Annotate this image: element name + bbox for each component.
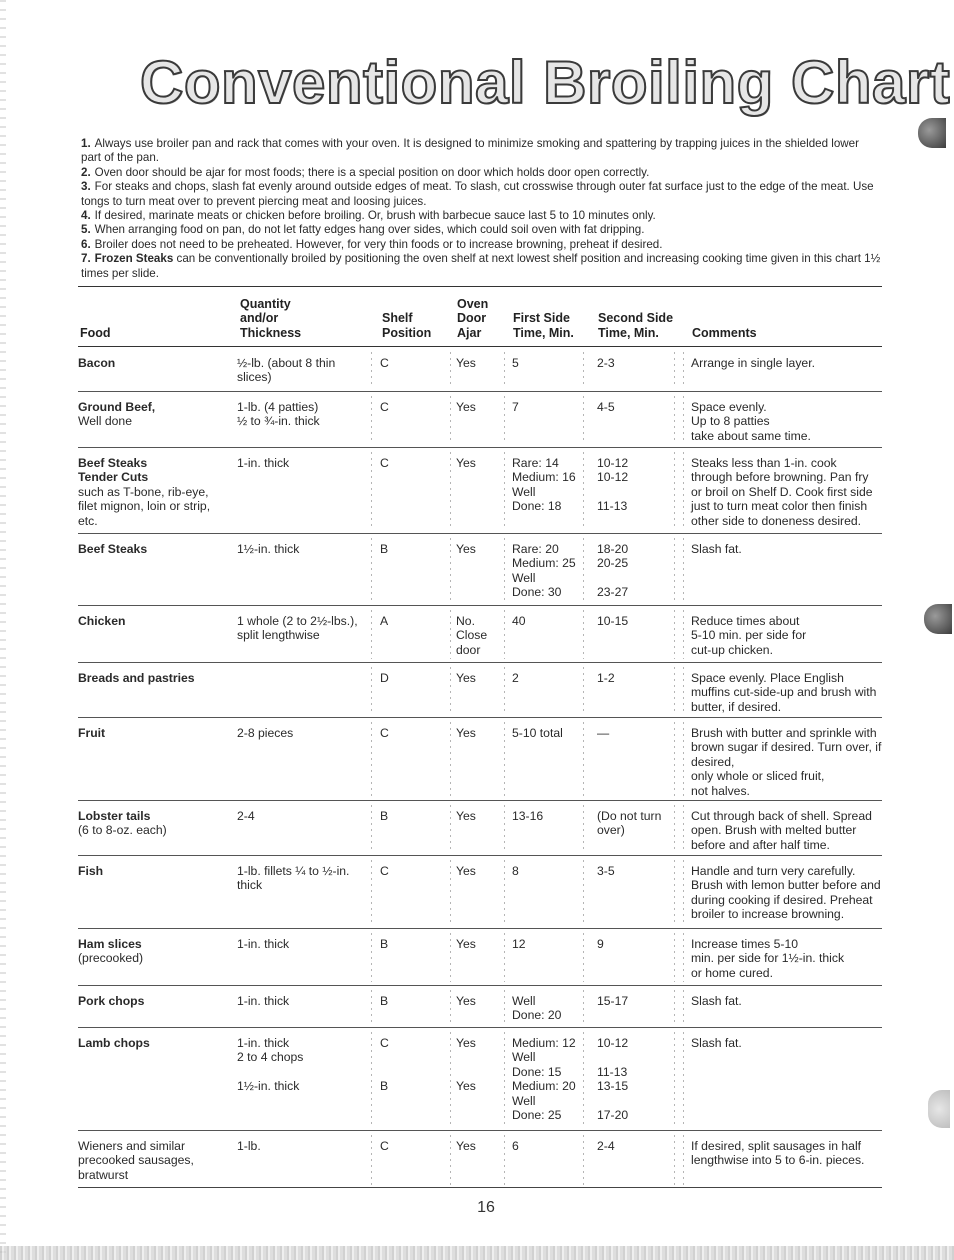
comments-cell: Slash fat.: [691, 1036, 742, 1050]
door-ajar-cell: Yes: [456, 726, 476, 740]
door-ajar-cell: Yes: [456, 937, 476, 951]
table-row: [78, 663, 882, 718]
first-side-time-cell: 5-10 total: [512, 726, 563, 740]
header-oven-door: Oven Door Ajar: [457, 296, 489, 340]
column-divider: [674, 396, 675, 444]
shelf-position-cell: C B: [380, 1036, 389, 1094]
shelf-position-cell: D: [380, 671, 389, 685]
column-divider: [583, 610, 584, 659]
quantity-cell: 1 whole (2 to 2½-lbs.), split lengthwise: [237, 614, 358, 643]
column-divider: [504, 452, 505, 530]
second-side-time-cell: (Do not turn over): [597, 809, 662, 838]
door-ajar-cell: Yes: [456, 671, 476, 685]
table-row: [78, 606, 882, 663]
shelf-position-cell: C: [380, 864, 389, 878]
comments-cell: Increase times 5-10 min. per side for 1½-in. thick or home cured.: [691, 937, 845, 980]
column-divider: [683, 722, 684, 797]
column-divider: [504, 396, 505, 444]
note-item: [81, 209, 881, 223]
column-divider: [504, 860, 505, 925]
column-divider: [583, 452, 584, 530]
food-name: Breads and pastries: [78, 671, 195, 685]
food-description: Well done: [78, 414, 132, 429]
column-divider: [371, 1032, 372, 1127]
section-tab-marker: [924, 604, 952, 634]
comments-cell: Handle and turn very carefully. Brush with lemon butter before and during cooking if desired. Preheat broiler to increase browning.: [691, 864, 881, 922]
comments-cell: Brush with butter and sprinkle with brown sugar if desired. Turn over, if desired, only whole or sliced fruit, not halves.: [691, 726, 882, 798]
quantity-cell: ½-lb. (about 8 thin slices): [237, 356, 336, 385]
column-divider: [683, 538, 684, 602]
food-cell: [78, 856, 228, 878]
page-number: 16: [477, 1199, 495, 1216]
food-cell: [78, 448, 228, 528]
food-cell: [78, 392, 228, 429]
note-text: Oven door should be ajar for most foods; there is a special position on door which holds door open correctly.: [94, 165, 650, 179]
column-divider: [583, 860, 584, 925]
column-divider: [504, 667, 505, 714]
column-divider: [450, 452, 451, 530]
column-divider: [371, 722, 372, 797]
column-divider: [683, 352, 684, 388]
column-divider: [583, 990, 584, 1024]
food-name: Beef Steaks Tender Cuts: [78, 456, 149, 485]
quantity-cell: 2-8 pieces: [237, 726, 294, 740]
food-description: Wieners and similar precooked sausages, bratwurst: [78, 1139, 194, 1182]
second-side-time-cell: 15-17: [597, 994, 629, 1008]
column-divider: [683, 610, 684, 659]
shelf-position-cell: B: [380, 994, 389, 1008]
column-divider: [450, 860, 451, 925]
column-divider: [683, 396, 684, 444]
column-divider: [674, 860, 675, 925]
column-divider: [683, 860, 684, 925]
first-side-time-cell: 8: [512, 864, 519, 878]
note-emphasis: Frozen Steaks: [94, 252, 177, 266]
quantity-cell: 1-lb. fillets ¼ to ½-in. thick: [237, 864, 350, 893]
column-divider: [683, 452, 684, 530]
quantity-cell: 1-in. thick: [237, 937, 290, 951]
column-divider: [674, 1135, 675, 1185]
column-divider: [583, 1032, 584, 1127]
comments-cell: If desired, split sausages in half lengthwise into 5 to 6-in. pieces.: [691, 1139, 865, 1168]
shelf-position-cell: C: [380, 456, 389, 470]
second-side-time-cell: 2-4: [597, 1139, 615, 1153]
column-divider: [674, 452, 675, 530]
note-number: 5.: [81, 223, 91, 237]
quantity-cell: [237, 663, 375, 671]
column-divider: [504, 990, 505, 1024]
column-divider: [683, 990, 684, 1024]
food-cell: [78, 801, 228, 838]
column-divider: [504, 610, 505, 659]
note-text: For steaks and chops, slash fat evenly around outside edges of meat. To slash, cut crosswise through outer fat surface just to the edge of the meat. Use tongs to turn meat over to prevent piercing meat and loosing juices.: [81, 180, 874, 208]
column-divider: [371, 990, 372, 1024]
column-divider: [504, 1135, 505, 1185]
food-name: Fruit: [78, 726, 106, 740]
note-item: [81, 180, 881, 209]
note-text: Always use broiler pan and rack that comes with your oven. It is designed to minimize smoking and spattering by trapping juices in the shielded lower part of the pan.: [81, 137, 859, 165]
food-name: Chicken: [78, 614, 126, 628]
column-divider: [450, 396, 451, 444]
quantity-cell: 1-in. thick: [237, 456, 290, 470]
food-name: Pork chops: [78, 994, 145, 1008]
second-side-time-cell: 10-12 11-13 13-15 17-20: [597, 1036, 629, 1123]
quantity-cell: 1-lb.: [237, 1139, 261, 1153]
first-side-time-cell: 13-16: [512, 809, 544, 823]
first-side-time-cell: 40: [512, 614, 526, 628]
door-ajar-cell: No. Close door: [456, 614, 488, 657]
shelf-position-cell: B: [380, 937, 389, 951]
column-divider: [450, 667, 451, 714]
column-divider: [683, 1135, 684, 1185]
note-text: can be conventionally broiled by positioning the oven shelf at next lowest shelf position and increasing cooking time given in this chart 1½ times per slide.: [81, 252, 881, 280]
column-divider: [450, 610, 451, 659]
column-divider: [583, 1135, 584, 1185]
column-divider: [674, 990, 675, 1024]
column-divider: [674, 1032, 675, 1127]
table-row: [78, 1131, 882, 1189]
first-side-time-cell: 6: [512, 1139, 519, 1153]
column-divider: [674, 352, 675, 388]
first-side-time-cell: Rare: 14 Medium: 16 Well Done: 18: [512, 456, 576, 514]
table-row: [78, 801, 882, 856]
column-divider: [371, 933, 372, 982]
shelf-position-cell: C: [380, 400, 389, 414]
page-title: Conventional Broiling Chart: [140, 49, 951, 116]
food-name: Ham slices: [78, 937, 142, 951]
food-cell: [78, 1131, 228, 1182]
second-side-time-cell: 3-5: [597, 864, 615, 878]
comments-cell: Slash fat.: [691, 542, 742, 556]
first-side-time-cell: Medium: 12 Well Done: 15 Medium: 20 Well Done: 25: [512, 1036, 576, 1123]
first-side-time-cell: 7: [512, 400, 519, 414]
column-divider: [450, 805, 451, 852]
note-text: When arranging food on pan, do not let fatty edges hang over sides, which could soil oven with fat dripping.: [94, 223, 645, 237]
column-divider: [504, 805, 505, 852]
column-divider: [450, 538, 451, 602]
column-divider: [450, 722, 451, 797]
door-ajar-cell: Yes: [456, 400, 476, 414]
note-item: [81, 238, 881, 252]
table-row: [78, 534, 882, 606]
food-cell: [78, 718, 228, 740]
section-tab-marker: [918, 118, 946, 148]
food-name: Beef Steaks: [78, 542, 148, 556]
note-number: 3.: [81, 180, 91, 194]
comments-cell: Steaks less than 1-in. cook through before browning. Pan fry or broil on Shelf D. Cook first side just to turn meat color then finish other side to doneness desired.: [691, 456, 873, 528]
note-text: If desired, marinate meats or chicken before broiling. Or, brush with barbecue sauce last 5 to 10 minutes only.: [94, 209, 656, 223]
column-divider: [504, 722, 505, 797]
door-ajar-cell: Yes: [456, 994, 476, 1008]
first-side-time-cell: 5: [512, 356, 519, 370]
comments-cell: Space evenly. Up to 8 patties take about same time.: [691, 400, 811, 443]
column-divider: [371, 1135, 372, 1185]
column-divider: [450, 1032, 451, 1127]
food-name: Bacon: [78, 356, 116, 370]
comments-cell: Cut through back of shell. Spread open. Brush with melted butter before and after half time.: [691, 809, 872, 852]
comments-cell: Space evenly. Place English muffins cut-side-up and brush with butter, if desired.: [691, 671, 877, 714]
quantity-cell: 1-in. thick 2 to 4 chops 1½-in. thick: [237, 1036, 304, 1094]
column-divider: [450, 933, 451, 982]
first-side-time-cell: 12: [512, 937, 526, 951]
quantity-cell: 1-in. thick: [237, 994, 290, 1008]
first-side-time-cell: 2: [512, 671, 519, 685]
table-top-rule: [78, 286, 882, 287]
food-cell: [78, 986, 228, 1008]
column-divider: [504, 933, 505, 982]
column-divider: [583, 538, 584, 602]
note-number: 7.: [81, 252, 91, 266]
shelf-position-cell: A: [380, 614, 389, 628]
door-ajar-cell: Yes: [456, 542, 476, 556]
header-second-side: Second Side Time, Min.: [598, 311, 674, 340]
second-side-time-cell: 10-15: [597, 614, 629, 628]
header-food: Food: [80, 325, 111, 340]
food-cell: [78, 348, 228, 370]
shelf-position-cell: B: [380, 809, 389, 823]
food-name: Lobster tails: [78, 809, 151, 823]
column-divider: [674, 610, 675, 659]
column-divider: [674, 667, 675, 714]
section-tab-marker: [928, 1090, 950, 1128]
food-cell: [78, 606, 228, 628]
header-first-side: First Side Time, Min.: [513, 311, 574, 340]
column-divider: [674, 805, 675, 852]
food-cell: [78, 534, 228, 556]
comments-cell: Arrange in single layer.: [691, 356, 815, 370]
column-divider: [583, 667, 584, 714]
table-row: [78, 448, 882, 534]
table-row: [78, 348, 882, 392]
column-divider: [371, 667, 372, 714]
food-cell: [78, 929, 228, 966]
column-divider: [371, 860, 372, 925]
column-divider: [371, 352, 372, 388]
door-ajar-cell: Yes: [456, 864, 476, 878]
column-divider: [504, 538, 505, 602]
column-divider: [583, 352, 584, 388]
table-row: [78, 986, 882, 1028]
column-divider: [371, 610, 372, 659]
note-number: 4.: [81, 209, 91, 223]
header-shelf-position: Shelf Position: [382, 311, 432, 340]
quantity-cell: 1-lb. (4 patties) ½ to ¾-in. thick: [237, 400, 320, 429]
column-divider: [583, 933, 584, 982]
door-ajar-cell: Yes Yes: [456, 1036, 476, 1094]
first-side-time-cell: Rare: 20 Medium: 25 Well Done: 30: [512, 542, 576, 600]
column-divider: [371, 538, 372, 602]
note-item: [81, 252, 881, 281]
second-side-time-cell: 18-20 20-25 23-27: [597, 542, 629, 600]
column-divider: [683, 933, 684, 982]
food-cell: [78, 1028, 228, 1050]
column-divider: [450, 1135, 451, 1185]
table-row: [78, 929, 882, 986]
note-item: [81, 223, 881, 237]
first-side-time-cell: Well Done: 20: [512, 994, 562, 1023]
column-divider: [674, 722, 675, 797]
comments-cell: Slash fat.: [691, 994, 742, 1008]
column-divider: [371, 452, 372, 530]
column-divider: [583, 396, 584, 444]
door-ajar-cell: Yes: [456, 809, 476, 823]
column-divider: [583, 805, 584, 852]
column-divider: [583, 722, 584, 797]
column-divider: [683, 667, 684, 714]
second-side-time-cell: —: [597, 726, 610, 740]
note-item: [81, 137, 881, 166]
column-divider: [504, 352, 505, 388]
column-divider: [674, 933, 675, 982]
table-row: [78, 392, 882, 448]
table-row: [78, 718, 882, 801]
shelf-position-cell: C: [380, 726, 389, 740]
note-number: 1.: [81, 137, 91, 150]
column-divider: [674, 538, 675, 602]
instruction-notes: [81, 137, 881, 281]
note-number: 2.: [81, 165, 91, 179]
second-side-time-cell: 9: [597, 937, 604, 951]
food-name: Fish: [78, 864, 104, 878]
column-divider: [450, 990, 451, 1024]
food-description: (6 to 8-oz. each): [78, 823, 167, 838]
comments-cell: Reduce times about 5-10 min. per side for cut-up chicken.: [691, 614, 807, 657]
column-divider: [371, 396, 372, 444]
column-divider: [450, 352, 451, 388]
scan-edge-left: [0, 0, 6, 1260]
food-description: such as T-bone, rib-eye, filet mignon, loin or strip, etc.: [78, 484, 211, 528]
note-text: Broiler does not need to be preheated. However, for very thin foods or to increase browning, preheat if desired.: [94, 237, 663, 251]
column-divider: [371, 805, 372, 852]
second-side-time-cell: 10-12 10-12 11-13: [597, 456, 629, 514]
second-side-time-cell: 1-2: [597, 671, 615, 685]
table-bottom-rule: [78, 1187, 882, 1188]
quantity-cell: 1½-in. thick: [237, 542, 300, 556]
door-ajar-cell: Yes: [456, 456, 476, 470]
food-cell: [78, 663, 228, 685]
food-name: Lamb chops: [78, 1036, 150, 1050]
second-side-time-cell: 2-3: [597, 356, 615, 370]
table-row: [78, 1028, 882, 1131]
table-row: [78, 856, 882, 929]
shelf-position-cell: B: [380, 542, 389, 556]
header-quantity: Quantity and/or Thickness: [240, 296, 302, 340]
quantity-cell: 2-4: [237, 809, 255, 823]
second-side-time-cell: 4-5: [597, 400, 615, 414]
column-divider: [683, 805, 684, 852]
table-header: [78, 290, 882, 348]
shelf-position-cell: C: [380, 1139, 389, 1153]
column-divider: [683, 1032, 684, 1127]
door-ajar-cell: Yes: [456, 1139, 476, 1153]
note-item: [81, 166, 881, 180]
food-description: (precooked): [78, 951, 144, 966]
scan-edge-bottom: [0, 1246, 954, 1260]
door-ajar-cell: Yes: [456, 356, 476, 370]
column-divider: [504, 1032, 505, 1127]
food-name: Ground Beef,: [78, 400, 156, 414]
table-header-rule: [78, 346, 882, 347]
note-number: 6.: [81, 237, 91, 251]
header-comments: Comments: [692, 325, 757, 340]
shelf-position-cell: C: [380, 356, 389, 370]
